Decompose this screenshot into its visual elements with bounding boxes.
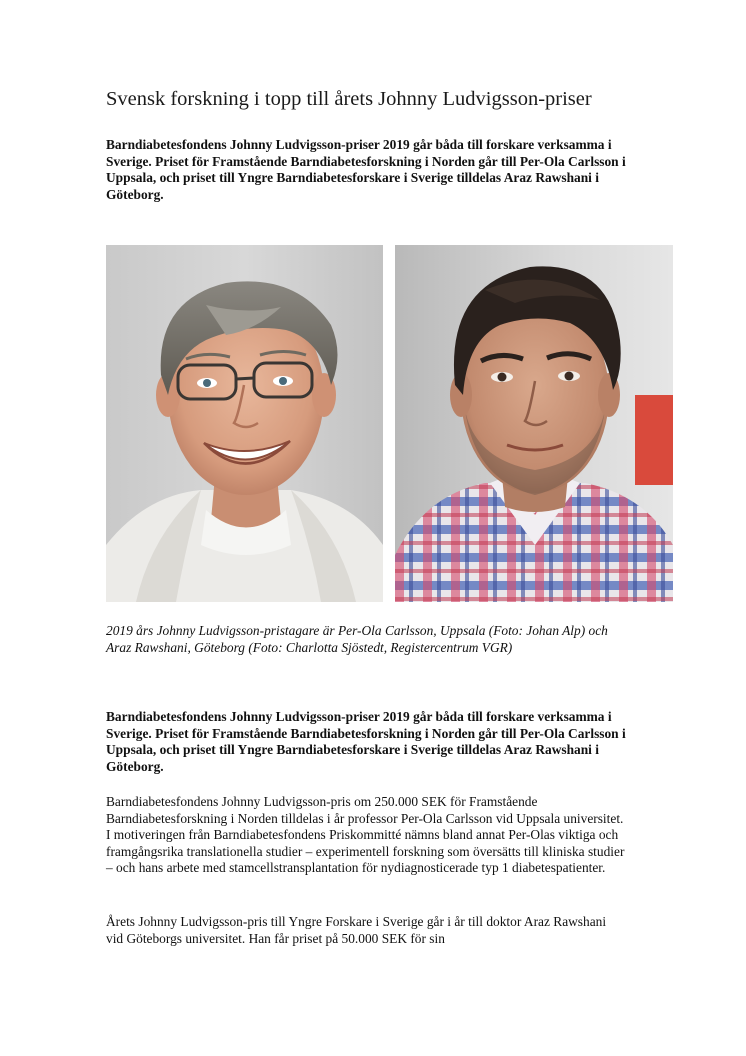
document-page bbox=[106, 88, 626, 946]
article-lead-repeat: Barndiabetesfondens Johnny Ludvigsson-priser 2019 går båda till forskare verksamma i Sverige. Priset för Framstående Barndiabetesforskning i Norden går till Per-Ola Carlsson i Uppsala, och priset till Yngre Barndiabetesforskare i Sverige tilldelas Araz Rawshani i Göteborg. bbox=[106, 709, 626, 774]
body-paragraph-1: Barndiabetesfondens Johnny Ludvigsson-pris om 250.000 SEK för Framstående Barndiabetesforskning i Norden tilldelas i år professor Per-Ola Carlsson vid Uppsala universitet. I motiveringen från Barndiabetesfondens Priskommitté nämns bland annat Per-Olas viktiga och framgångsrika translationella studier – experimentell forskning som översätts till kliniska studier – och hans arbete med stamcellstransplantation för nydiagnosticerade typ 1 diabetespatienter. bbox=[106, 794, 625, 875]
portrait-araz-rawshani bbox=[395, 245, 673, 602]
portrait-photos bbox=[106, 245, 673, 602]
photo-caption: 2019 års Johnny Ludvigsson-pristagare är Per-Ola Carlsson, Uppsala (Foto: Johan Alp) och Araz Rawshani, Göteborg (Foto: Charlotta Sjöstedt, Registercentrum VGR) bbox=[106, 623, 608, 655]
article-lead: Barndiabetesfondens Johnny Ludvigsson-priser 2019 går båda till forskare verksamma i Sverige. Priset för Framstående Barndiabetesforskning i Norden går till Per-Ola Carlsson i Uppsala, och priset till Yngre Barndiabetesforskare i Sverige tilldelas Araz Rawshani i Göteborg. bbox=[106, 137, 626, 202]
body-paragraph-2: Årets Johnny Ludvigsson-pris till Yngre Forskare i Sverige går i år till doktor Araz Rawshani vid Göteborgs universitet. Han får priset på 50.000 SEK för sin bbox=[106, 914, 607, 946]
article-title: Svensk forskning i topp till årets Johnny Ludvigsson-priser bbox=[106, 88, 592, 110]
portrait-per-ola-carlsson bbox=[106, 245, 383, 602]
